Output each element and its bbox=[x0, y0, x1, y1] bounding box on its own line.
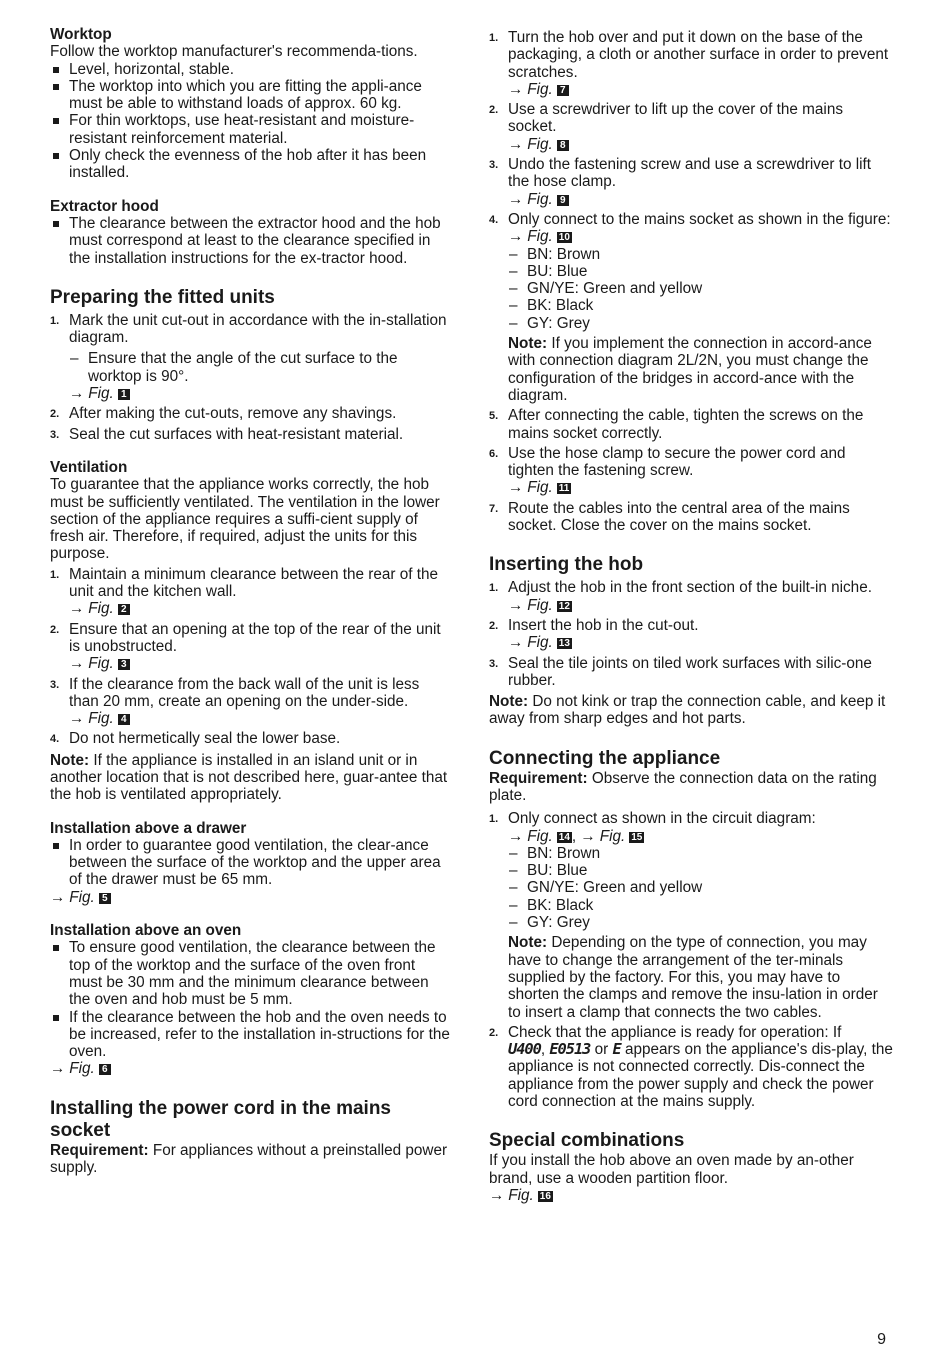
bullet-icon bbox=[53, 945, 59, 951]
list-item: – BN: Brown bbox=[509, 245, 601, 263]
bullet-icon bbox=[53, 153, 59, 159]
bullet-icon bbox=[53, 84, 59, 90]
power-cord-requirement: Requirement: For appliances without a preinstalled power supply. bbox=[50, 1141, 448, 1177]
list-item: 4. Only connect to the mains socket as shown in the figure: → Fig. 10 – BN: Brown – BU: Blue – GN/YE: Green and yellow – BK: Black – GY: Grey Note: If you implement the connection in accord-ance with connection diagram 2L/2N, you must change the configuration of the bridges in accord-ance with the diagram. bbox=[489, 211, 893, 404]
inserting-note: Note: Do not kink or trap the connection cable, and keep it away from sharp edges and hot parts. bbox=[489, 693, 886, 728]
fig-reference: → Fig. 11 bbox=[508, 479, 570, 497]
fig-reference: → Fig. 5 bbox=[50, 889, 452, 906]
figure-number-badge: 14 bbox=[558, 831, 570, 843]
list-item: – GN/YE: Green and yellow bbox=[509, 280, 703, 298]
fig-reference: → Fig. 1 bbox=[69, 385, 452, 402]
display-code: E0513 bbox=[549, 1040, 591, 1059]
figure-number-badge: 5 bbox=[99, 893, 111, 904]
list-item: For thin worktops, use heat-resistant and moisture-resistant reinforcement material. bbox=[50, 112, 452, 147]
arrow-icon: → bbox=[69, 600, 85, 618]
bullet-icon bbox=[53, 843, 59, 849]
list-item: If the clearance between the hob and the oven needs to be increased, refer to the installation in-structions for the oven. bbox=[50, 1009, 452, 1061]
figure-number-badge: 9 bbox=[557, 195, 569, 206]
figure-number-badge: 16 bbox=[539, 1190, 551, 1202]
list-item: 1. Mark the unit cut-out in accordance with the in-stallation diagram. bbox=[50, 311, 447, 347]
list-item: 4. Do not hermetically seal the lower base. bbox=[50, 730, 341, 748]
connecting-requirement: Requirement: Observe the connection data on the rating plate. bbox=[489, 769, 877, 804]
arrow-icon: → bbox=[508, 634, 524, 652]
list-item: 1. Maintain a minimum clearance between the rear of the unit and the kitchen wall. → Fig. 2 bbox=[50, 566, 452, 618]
fig-reference: → Fig. 13 bbox=[508, 634, 570, 652]
arrow-icon: → bbox=[508, 190, 524, 208]
list-item: 2. Ensure that an opening at the top of the rear of the unit is unobstructed. → Fig. 3 bbox=[50, 621, 452, 673]
left-column bbox=[50, 26, 452, 1176]
fig-reference: → Fig. 14 , → Fig. 15 bbox=[508, 827, 643, 845]
extractor-heading: Extractor hood bbox=[50, 197, 159, 215]
figure-number-badge: 10 bbox=[558, 232, 570, 244]
oven-heading: Installation above an oven bbox=[50, 922, 242, 940]
arrow-icon: → bbox=[69, 385, 85, 403]
list-item: Only check the evenness of the hob after it has been installed. bbox=[50, 147, 452, 182]
list-item: 7. Route the cables into the central area of the mains socket. Close the cover on the mains socket. bbox=[489, 499, 850, 535]
arrow-icon: → bbox=[580, 827, 596, 845]
list-item: 2. Use a screwdriver to lift up the cover of the mains socket. → Fig. 8 bbox=[489, 101, 893, 153]
list-item: – BU: Blue bbox=[509, 262, 588, 280]
list-item: 1. Adjust the hob in the front section of the built-in niche. → Fig. 12 bbox=[489, 579, 893, 614]
fig-reference: → Fig. 12 bbox=[508, 596, 570, 614]
fig-reference: → Fig. 7 bbox=[508, 81, 893, 98]
figure-number-badge: 4 bbox=[118, 714, 130, 725]
list-item: – GN/YE: Green and yellow bbox=[509, 879, 703, 897]
list-item: 6. Use the hose clamp to secure the power cord and tighten the fastening screw. → Fig. 11 bbox=[489, 445, 893, 497]
figure-number-badge: 15 bbox=[631, 831, 643, 843]
connecting-heading: Connecting the appliance bbox=[489, 747, 721, 769]
list-item: – GY: Grey bbox=[509, 314, 590, 332]
list-item: 2. Check that the appliance is ready for operation: If U400, E0513 or E appears on the appliance's dis-play, the appliance is not connected correctly. Dis-connect the appliance from the power supply and check the power cord connection at the mains supply. bbox=[489, 1023, 893, 1111]
figure-number-badge: 8 bbox=[557, 140, 569, 151]
ventilation-note: Note: If the appliance is installed in an island unit or in another location that is not described here, guar-antee that the hob is ventilated appropriately. bbox=[50, 751, 448, 804]
arrow-icon: → bbox=[508, 135, 524, 153]
figure-number-badge: 3 bbox=[118, 659, 130, 670]
fig-reference: → Fig. 10 bbox=[508, 228, 570, 246]
fig-reference: → Fig. 3 bbox=[69, 655, 452, 672]
ventilation-heading: Ventilation bbox=[50, 458, 128, 476]
arrow-icon: → bbox=[50, 1060, 66, 1078]
list-item: The clearance between the extractor hood and the hob must correspond at least to the clearance specified in the installation instructions for the ex-tractor hood. bbox=[50, 215, 452, 267]
arrow-icon: → bbox=[50, 888, 66, 906]
drawer-heading: Installation above a drawer bbox=[50, 819, 247, 837]
list-item: To ensure good ventilation, the clearance between the top of the worktop and the surface of the oven front must be 30 mm and the minimum clearance between the oven and hob must be 5 mm. bbox=[50, 939, 452, 1008]
list-item: 3. If the clearance from the back wall of the unit is less than 20 mm, create an opening on the under-side. → Fig. 4 bbox=[50, 676, 452, 728]
list-item: – GY: Grey bbox=[509, 914, 590, 932]
figure-number-badge: 7 bbox=[557, 85, 569, 96]
figure-number-badge: 12 bbox=[558, 600, 570, 612]
arrow-icon: → bbox=[489, 1186, 505, 1204]
page-number: 9 bbox=[877, 1331, 886, 1348]
list-item: 1. Turn the hob over and put it down on the base of the packaging, a cloth or another surface in order to prevent scratches. → Fig. 7 bbox=[489, 29, 893, 98]
arrow-icon: → bbox=[508, 228, 524, 246]
right-column bbox=[489, 26, 893, 1204]
list-item: Level, horizontal, stable. bbox=[50, 61, 452, 78]
special-heading: Special combinations bbox=[489, 1130, 685, 1152]
special-text: If you install the hob above an oven made by an-other brand, use a wooden partition floor. bbox=[489, 1152, 854, 1187]
figure-number-badge: 11 bbox=[558, 483, 570, 495]
list-item: 1. Only connect as shown in the circuit diagram: → Fig. 14 , → Fig. 15 – BN: Brown – BU: Blue – GN/YE: Green and yellow – BK: Black – GY: Grey Note: Depending on the type of connection, you may have to change the arrangement of the ter-minals supplied by the factory. For this, you may have to shorten the clamps and remove the insu-lation in order to insert a clamp that connects the two cables. bbox=[489, 810, 893, 1021]
bullet-icon bbox=[53, 118, 59, 124]
arrow-icon: → bbox=[508, 596, 524, 614]
bullet-icon bbox=[53, 1015, 59, 1021]
power-cord-heading: Installing the power cord in the mains socket bbox=[50, 1097, 391, 1141]
fig-reference: → Fig. 6 bbox=[50, 1060, 452, 1077]
list-item: 5. After connecting the cable, tighten the screws on the mains socket correctly. bbox=[489, 407, 864, 442]
list-item: In order to guarantee good ventilation, the clear-ance between the surface of the worktop and the upper area of the drawer must be 65 mm. bbox=[50, 837, 452, 889]
list-item: 3. Undo the fastening screw and use a screwdriver to lift the hose clamp. → Fig. 9 bbox=[489, 156, 893, 208]
fig-reference: → Fig. 8 bbox=[508, 136, 893, 153]
fig-reference: → Fig. 16 bbox=[489, 1186, 551, 1204]
ventilation-intro: To guarantee that the appliance works correctly, the hob must be sufficiently ventilated. The ventilation in the lower section of the appliance requires a suffi-cient supply of fresh air. Therefore, if required, adjust the units for this purpose. bbox=[50, 476, 440, 563]
list-item: – BN: Brown bbox=[509, 844, 601, 862]
list-item: – BU: Blue bbox=[509, 862, 588, 880]
display-code: E bbox=[612, 1040, 621, 1059]
figure-number-badge: 1 bbox=[118, 389, 130, 400]
fig-reference: → Fig. 9 bbox=[508, 191, 893, 208]
fig-reference: → Fig. 2 bbox=[69, 600, 452, 617]
list-item: The worktop into which you are fitting the appli-ance must be able to withstand loads of approx. 60 kg. bbox=[50, 78, 452, 113]
figure-number-badge: 2 bbox=[118, 604, 130, 615]
list-item: 3. Seal the tile joints on tiled work surfaces with silic-one rubber. bbox=[489, 654, 872, 689]
list-item: – BK: Black bbox=[509, 896, 594, 914]
bullet-icon bbox=[53, 221, 59, 227]
worktop-intro: Follow the worktop manufacturer's recommenda-tions. bbox=[50, 43, 418, 61]
arrow-icon: → bbox=[508, 80, 524, 98]
list-item: 2. After making the cut-outs, remove any shavings. bbox=[50, 405, 397, 423]
display-code: U400 bbox=[508, 1040, 541, 1059]
connecting-note: Note: Depending on the type of connection, you may have to change the arrangement of the ter-minals supplied by the factory. For this, you may have to shorten the clamps and remove the insu-lation in order to insert a clamp that connects the two cables. bbox=[508, 934, 878, 1021]
arrow-icon: → bbox=[508, 827, 524, 845]
arrow-icon: → bbox=[69, 655, 85, 673]
arrow-icon: → bbox=[69, 710, 85, 728]
connection-note: Note: If you implement the connection in accord-ance with connection diagram 2L/2N, you must change the configuration of the bridges in accord-ance with the diagram. bbox=[508, 335, 872, 404]
list-item: – BK: Black bbox=[509, 297, 594, 315]
figure-number-badge: 13 bbox=[558, 638, 570, 650]
preparing-heading: Preparing the fitted units bbox=[50, 286, 275, 308]
fig-reference: → Fig. 4 bbox=[69, 710, 452, 727]
bullet-icon bbox=[53, 67, 59, 73]
arrow-icon: → bbox=[508, 479, 524, 497]
figure-number-badge: 6 bbox=[99, 1064, 111, 1075]
inserting-heading: Inserting the hob bbox=[489, 554, 644, 576]
list-item: – Ensure that the angle of the cut surface to the worktop is 90°. bbox=[70, 350, 398, 385]
list-item: 2. Insert the hob in the cut-out. → Fig. 13 bbox=[489, 617, 893, 652]
list-item: 3. Seal the cut surfaces with heat-resistant material. bbox=[50, 425, 404, 443]
worktop-heading: Worktop bbox=[50, 26, 112, 43]
